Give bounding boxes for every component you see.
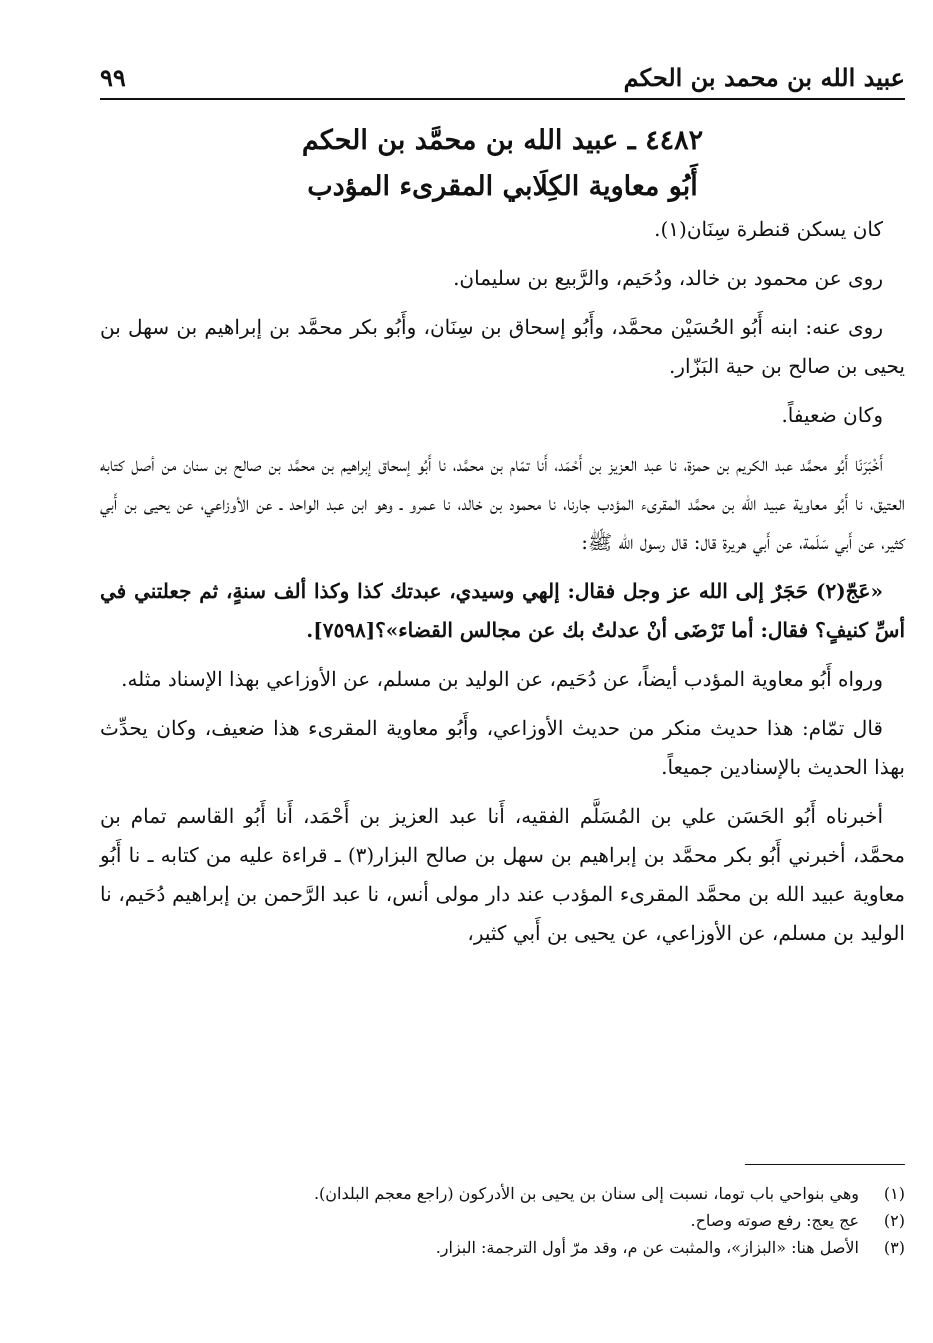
entry-title [100, 118, 905, 210]
footnote-number: (٢) [883, 1211, 905, 1230]
paragraph-narrated-by: روى عنه: ابنه أَبُو الحُسَيْن محمَّد، وأَبُو إسحاق بن سِنَان، وأَبُو بكر محمَّد بن إبراهيم بن سهل بن يحيى بن صالح بن حية البَزّار. [100, 315, 905, 378]
footnote-2 [100, 1207, 905, 1234]
entry-title-line-2: أَبُو معاوية الكِلَابي المقرىء المؤدب [307, 171, 698, 202]
footnote-text: الأصل هنا: «البزاز»، والمثبت عن م، وقد مرّ أول الترجمة: البزار. [435, 1238, 859, 1257]
footnote-divider [745, 1164, 905, 1165]
paragraph-narrated-from: روى عن محمود بن خالد، ودُحَيم، والرَّبيع بن سليمان. [453, 266, 883, 290]
paragraph-alternate-chain: ورواه أَبُو معاوية المؤدب أيضاً، عن دُحَيم، عن الوليد بن مسلم، عن الأوزاعي بهذا الإسناد مثله. [121, 667, 883, 691]
footnote-text: وهي بنواحي باب توما، نسبت إلى سنان بن يحيى بن الأدركون (راجع معجم البلدان). [313, 1184, 859, 1203]
footnote-text: عج يعج: رفع صوته وصاح. [690, 1211, 859, 1230]
footnote-1 [100, 1180, 905, 1207]
page-header [100, 52, 905, 100]
footnotes [100, 1180, 905, 1261]
entry-title-line-1: ٤٤٨٢ ـ عبيد الله بن محمَّد بن الحكم [301, 125, 704, 156]
page-number: ٩٩ [100, 63, 126, 92]
paragraph-grading: وكان ضعيفاً. [781, 403, 883, 427]
footnote-3 [100, 1234, 905, 1261]
footnote-number: (٣) [883, 1238, 905, 1257]
paragraph-isnad-1: أَخْبَرَنَا أَبُو محمَّد عبد الكريم بن حمزة، نا عبد العزيز بن أَحْمَد، أَنا تمّام بن محمَّد، نا أَبُو إسحاق إبراهيم بن محمَّد بن صالح بن سنان من أصل كتابه العتيق، نا أَبُو معاوية عبيد الله بن محمَّد المقرىء المؤدب جارنا، نا محمود بن خالد، نا عمرو ـ وهو ابن عبد الواحد ـ عن الأوزاعي، عن يحيى بن أَبي كثير، عن أَبي سَلَمة، عن أَبي هريرة قال: قال رسول الله ﷺ: [100, 452, 905, 554]
paragraph-tammam-comment: قال تمّام: هذا حديث منكر من حديث الأوزاعي، وأَبُو معاوية المقرىء هذا ضعيف، وكان يحدِّث بهذا الحديث بالإسنادين جميعاً. [100, 716, 905, 779]
paragraph-residence: كان يسكن قنطرة سِنَان(١). [654, 217, 883, 241]
paragraph-isnad-2: أخبرناه أَبُو الحَسَن علي بن المُسَلَّم الفقيه، أَنا عبد العزيز بن أَحْمَد، أَنا أَبُو القاسم تمام بن محمَّد، أخبرني أَبُو بكر محمَّد بن إبراهيم بن سهل بن صالح البزار(٣) ـ قراءة عليه من كتابه ـ نا أَبُو معاوية عبيد الله بن محمَّد المقرىء المؤدب عند دار مولى أنس، نا عبد الرَّحمن بن إبراهيم دُحَيم، نا الوليد بن مسلم، عن الأوزاعي، عن يحيى بن أَبي كثير، [100, 804, 905, 945]
body-text [100, 210, 905, 963]
footnote-number: (١) [883, 1184, 905, 1203]
paragraph-hadith-text: «عَجّ(٢) حَجَرٌ إلى الله عز وجل فقال: إلهي وسيدي، عبدتك كذا وكذا ألف سنةٍ، ثم جعلتني في أسِّ كنيفٍ؟ فقال: أما تَرْضَى أنْ عدلتُ بك عن مجالس القضاء»؟[٧٥٩٨]. [100, 579, 905, 642]
running-title: عبيد الله بن محمد بن الحكم [623, 63, 905, 92]
